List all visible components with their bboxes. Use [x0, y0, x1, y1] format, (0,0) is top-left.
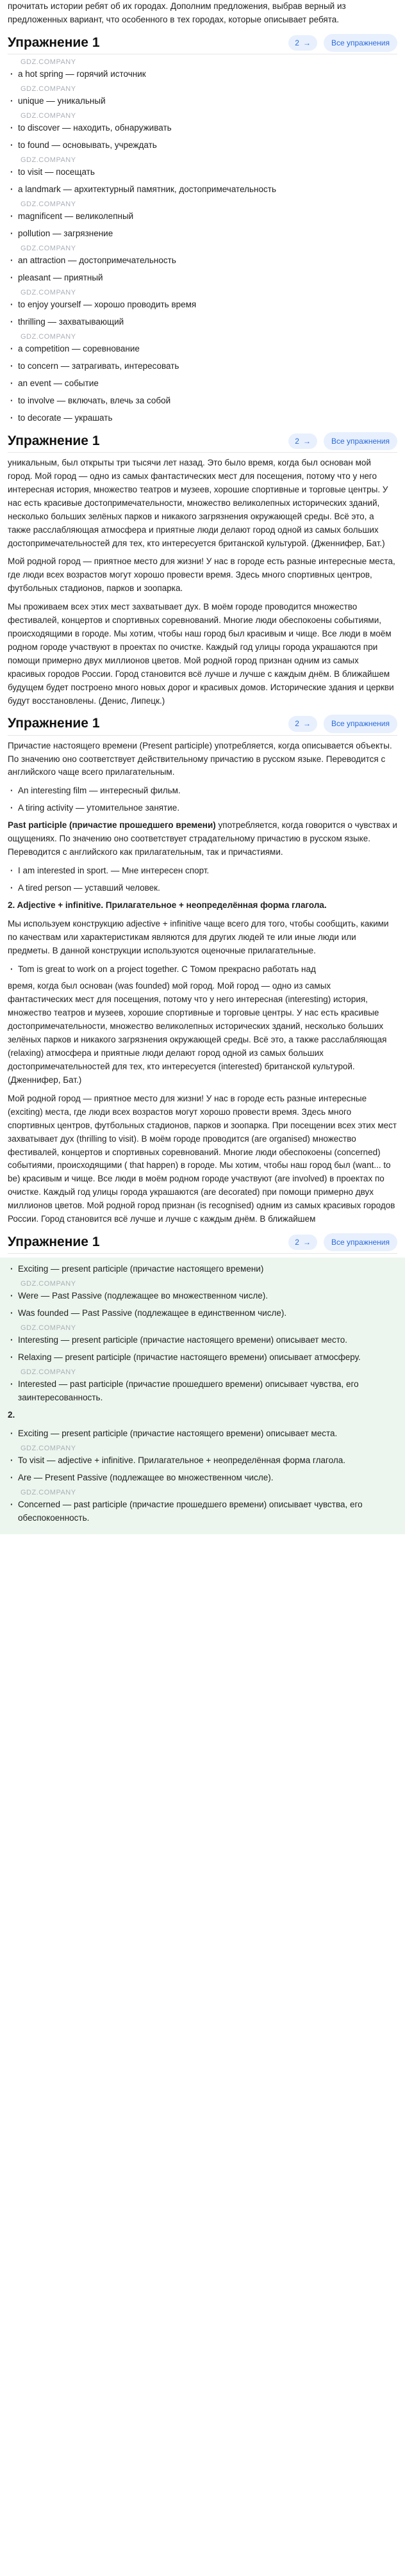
arrow-right-icon: → — [302, 1237, 311, 1247]
vocab-item: · an event — событие — [8, 377, 397, 391]
page-number: 2 — [295, 1237, 299, 1247]
translation-paragraph: Мой родной город — приятное место для жизни! У нас в городе есть разные интересные места, где люди всех возрастов могут хорошо провести время. Здесь много спортивных центров, футбольных стадионов, парков и зоопарка. — [8, 556, 395, 594]
vocab-item: · a competition — соревнование — [8, 343, 397, 356]
answer-item: · Exciting — present participle (причастие настоящего времени) — [8, 1263, 397, 1276]
page-nav-button[interactable] — [288, 716, 317, 732]
answer-item: · Exciting — present participle (причастие настоящего времени) описывает места. — [8, 1427, 397, 1441]
grammar-example: · Tom is great to work on a project together. С Томом прекрасно работать над — [8, 963, 397, 976]
page-number: 2 — [295, 719, 299, 729]
grammar-paragraph: Причастие настоящего времени (Present participle) употребляется, когда описывается объекты. По значению оно соответствует действительному причастию в русском языке. Переводится с английского чаще всего прилагательным. — [8, 740, 392, 777]
watermark: GDZ.COMPANY — [21, 1279, 76, 1288]
all-exercises-button[interactable]: Все упражнения — [324, 715, 397, 733]
watermark: GDZ.COMPANY — [21, 289, 76, 297]
page-nav-button[interactable] — [288, 433, 317, 450]
watermark: GDZ.COMPANY — [21, 200, 76, 209]
watermark: GDZ.COMPANY — [21, 156, 76, 165]
vocab-item: · an attraction — достопримечательность — [8, 254, 397, 268]
answer-item: · Concerned — past participle (причастие прошедшего времени) описывает чувства, его обеспокоенность. — [8, 1498, 397, 1525]
exercise-header-4 — [0, 1231, 405, 1254]
exercise-header-1 — [0, 32, 405, 54]
page-nav-button[interactable] — [288, 1235, 317, 1251]
arrow-right-icon: → — [302, 719, 311, 729]
exercise-title: Упражнение 1 — [8, 433, 100, 448]
arrow-right-icon: → — [302, 436, 311, 446]
watermark: GDZ.COMPANY — [21, 1324, 76, 1332]
page-nav-button[interactable] — [288, 35, 317, 51]
answer-item: · Interesting — present participle (причастие настоящего времени) описывает место. — [8, 1334, 397, 1347]
page-number: 2 — [295, 38, 299, 47]
answers-paragraph: время, когда был основан (was founded) мой город. Мой город — одно из самых фантастических мест для посещения, потому что у него интересная (interesting) история, множество театров и музеев, хорошие спортивные и торговые центры. У нас есть красивые достопримечательности, множество великолепных исторических зданий, несколько больших зелёных парков и никакого загрязнения окружающей среды. Всё это, а также расслабляющая (relaxing) атмосфера и приятные люди делают город одной из самых больших достопримечательностей для тех, кто интересуется (interested) британской культурой. (Дженнифер, Бат.) — [8, 981, 387, 1085]
grammar-example: · A tiring activity — утомительное занятие. — [8, 802, 397, 815]
translation-section — [0, 457, 405, 708]
answer-item: · Were — Past Passive (подлежащее во множественном числе). — [8, 1290, 397, 1303]
vocab-item: · pleasant — приятный — [8, 271, 397, 285]
vocab-item: · to found — основывать, учреждать — [8, 139, 397, 152]
vocab-item: · to involve — включать, влечь за собой — [8, 394, 397, 408]
watermark: GDZ.COMPANY — [21, 1444, 76, 1452]
watermark: GDZ.COMPANY — [21, 1368, 76, 1377]
grammar-example: · An interesting film — интересный фильм. — [8, 784, 397, 798]
grammar-section — [0, 740, 405, 976]
answer-item: · Relaxing — present participle (причастие настоящего времени) описывает атмосферу. — [8, 1351, 397, 1365]
answer-item: · Are — Present Passive (подлежащее во множественном числе). — [8, 1471, 397, 1485]
answers-text-section — [0, 980, 405, 1226]
section-2-label: 2. — [8, 1410, 15, 1420]
grammar-example: · I am interested in sport. — Мне интересен спорт. — [8, 864, 397, 878]
exercise-title: Упражнение 1 — [8, 1234, 100, 1249]
exercise-header-3 — [0, 713, 405, 736]
vocab-item: · to visit — посещать — [8, 166, 397, 179]
vocab-item: · to decorate — украшать — [8, 412, 397, 425]
vocab-item: · to enjoy yourself — хорошо проводить время — [8, 298, 397, 312]
grammar-term: Past participle (причастие прошедшего времени) — [8, 820, 216, 830]
vocab-item: · a hot spring — горячий источник — [8, 68, 397, 81]
watermark: GDZ.COMPANY — [21, 112, 76, 120]
answer-item: · Interested — past participle (причастие прошедшего времени) описывает чувства, его заинтересованность. — [8, 1378, 397, 1405]
intro-section — [0, 0, 405, 27]
watermark: GDZ.COMPANY — [21, 333, 76, 341]
exercise-bar — [8, 713, 397, 736]
translation-paragraph: уникальным, был открыты три тысячи лет назад. Это было время, когда был основан мой город. Мой город — одно из самых фантастических мест для посещения, потому что у него интересная история, множество театров и музеев, хорошие спортивные и торговые центры. У нас есть красивые достопримечательности, множество великолепных исторических зданий, несколько больших зелёных парков и никакого загрязнения окружающей среды. Всё это, а также расслабляющая атмосфера и приятные люди делают город одной из самых больших достопримечательностей для тех, кто интересуется британской культурой. (Дженнифер, Бат.) — [8, 458, 388, 548]
exercise-header-2 — [0, 430, 405, 453]
vocab-item: · a landmark — архитектурный памятник, достопримечательность — [8, 183, 397, 197]
watermark: GDZ.COMPANY — [21, 1488, 76, 1496]
arrow-right-icon: → — [302, 38, 311, 47]
vocab-item: · to concern — затрагивать, интересовать — [8, 360, 397, 373]
watermark: GDZ.COMPANY — [21, 58, 76, 66]
exercise-nav — [288, 34, 397, 53]
translation-paragraph: Мы проживаем всех этих мест захватывает дух. В моём городе проводится множество фестивалей, концертов и спортивных соревнований. Многие люди обеспокоены событиями, происходящими в городе. Мы хотим, чтобы наш город был красивым и чище. Все люди в моём родном городе участвуют в проектах по очистке. Каждый год улицы города украшаются при помощи примерно двух миллионов цветов. Мой родной город признан одним из самых красивых городов России. Город становится всё лучше и лучше с каждым днём. В ближайшем будущем будет построено много новых дорог и красивых домов. Исторические здания и церкви будут восстановлены. (Денис, Липецк.) — [8, 602, 394, 706]
exercise-title: Упражнение 1 — [8, 716, 100, 731]
vocab-item: · thrilling — захватывающий — [8, 316, 397, 329]
grammar-rest: употребляется, когда говорится о чувствах и ощущениях. По значению оно соответствует страдательному причастию в русском языке. Переводится с английского как прилагательным, так и причастиями. — [8, 820, 397, 857]
exercise-bar — [8, 1231, 397, 1254]
answers-paragraph: Мой родной город — приятное место для жизни! У нас в городе есть разные интересные (exciting) места, где люди всех возрастов могут хорошо провести время. Здесь много спортивных центров, футбольных стадионов, парков и зоопарка. При посещении всех этих мест захватывает дух (thrilling to visit). В моём городе проводится (are organised) множество фестивалей, концертов и спортивных соревнований. Многие люди обеспокоены (concerned) событиями, происходящими ( that happen) в городе. Мы хотим, чтобы наш город был (want... to be) красивым и чище. Все люди в моём родном городе участвуют (are involved) в проектах по очистке. Каждый год улицы города украшаются (are decorated) при помощи примерно двух миллионов цветов. Мой родной город признан (is recognised) одним из самых красивых городов России. Город становится всё лучше и лучше с каждым днём. В ближайшем — [8, 1093, 397, 1224]
vocab-item: · magnificent — великолепный — [8, 210, 397, 223]
exercise-bar — [8, 32, 397, 54]
grammar-heading: 2. Adjective + infinitive. Прилагательное + неопределённая форма глагола. — [8, 900, 327, 910]
exercise-bar — [8, 430, 397, 453]
grammar-paragraph-2 — [8, 819, 397, 859]
vocab-item: · pollution — загрязнение — [8, 227, 397, 241]
all-exercises-button[interactable]: Все упражнения — [324, 1233, 397, 1252]
vocab-section — [0, 58, 405, 425]
exercise-nav — [288, 715, 397, 733]
vocab-item: · unique — уникальный — [8, 95, 397, 108]
answer-item: · To visit — adjective + infinitive. Прилагательное + неопределённая форма глагола. — [8, 1454, 397, 1468]
exercise-title: Упражнение 1 — [8, 35, 100, 50]
page-number: 2 — [295, 436, 299, 446]
answer-item: · Was founded — Past Passive (подлежащее в единственном числе). — [8, 1307, 397, 1320]
grammar-paragraph: Мы используем конструкцию adjective + infinitive чаще всего для того, чтобы сообщить, какими по качествам или характеристикам являются для других людей те или иные люди или предметы. В данной конструкции используются оценочные прилагательные. — [8, 918, 389, 955]
vocab-item: · to discover — находить, обнаруживать — [8, 122, 397, 135]
watermark: GDZ.COMPANY — [21, 245, 76, 253]
watermark: GDZ.COMPANY — [21, 85, 76, 93]
exercise-nav — [288, 432, 397, 451]
grammar-example: · A tired person — уставший человек. — [8, 882, 397, 895]
all-exercises-button[interactable]: Все упражнения — [324, 432, 397, 451]
exercise-nav — [288, 1233, 397, 1252]
all-exercises-button[interactable]: Все упражнения — [324, 34, 397, 53]
intro-text: прочитать истории ребят об их городах. Дополним предложения, выбрав верный из предложенных вариант, что особенного в тех городах, которые описывает ребята. — [8, 1, 346, 24]
answers-list-section — [0, 1258, 405, 1534]
